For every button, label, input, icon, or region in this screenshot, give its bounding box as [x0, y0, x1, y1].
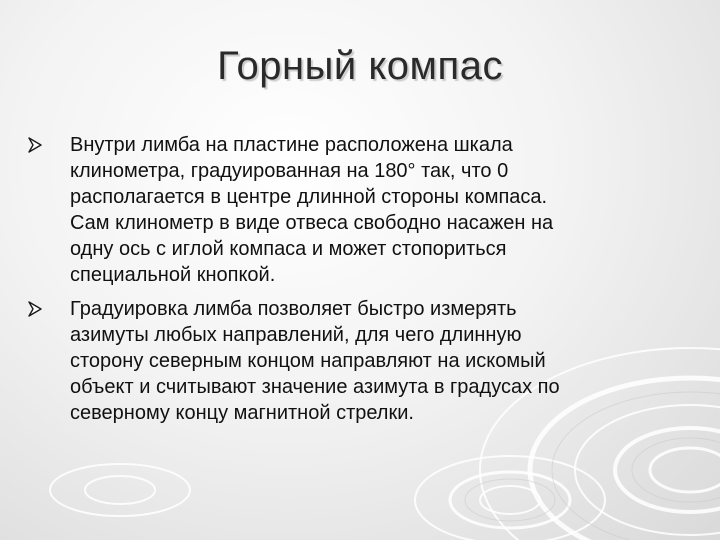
bullet-line: Сам клинометр в виде отвеса свободно насажен на	[70, 212, 554, 234]
bullet-line: клинометра, градуированная на 180° так, что 0	[70, 160, 509, 182]
bullet-item	[28, 132, 688, 288]
bullet-line: объект и считывают значение азимута в градусах по	[70, 376, 560, 398]
bullet-line: Градуировка лимба позволяет быстро измерять	[70, 298, 517, 320]
bullet-line: одну ось с иглой компаса и может стопориться	[70, 238, 507, 260]
bullet-line: специальной кнопкой.	[70, 264, 276, 286]
bullet-line: Внутри лимба на пластине расположена шкала	[70, 134, 513, 156]
bullet-line: северному концу магнитной стрелки.	[70, 402, 414, 424]
bullet-list	[28, 132, 688, 434]
arrow-bullet-icon	[28, 137, 42, 153]
bullet-line: азимуты любых направлений, для чего длинную	[70, 324, 522, 346]
bullet-line: сторону северным концом направляют на искомый	[70, 350, 546, 372]
bullet-item	[28, 296, 688, 426]
bullet-line: располагается в центре длинной стороны компаса.	[70, 186, 548, 208]
slide-title: Горный компас	[217, 44, 503, 88]
arrow-bullet-icon	[28, 301, 42, 317]
